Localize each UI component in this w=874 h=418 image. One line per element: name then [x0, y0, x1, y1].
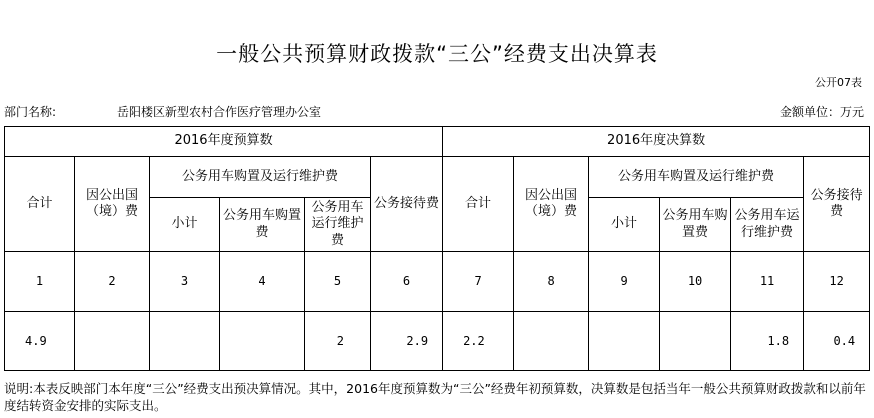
budget-vehicle-group-header: 公务用车购置及运行维护费	[150, 157, 371, 198]
final-group-header: 2016年度决算数	[443, 127, 870, 157]
final-total-value: 2.2	[443, 312, 514, 371]
budget-overseas-value	[75, 312, 150, 371]
final-total-header: 合计	[443, 157, 514, 252]
column-number: 9	[589, 252, 660, 312]
final-overseas-value	[514, 312, 589, 371]
column-number: 1	[5, 252, 75, 312]
column-number: 2	[75, 252, 150, 312]
table-note: 说明:本表反映部门本年度“三公”经费支出预决算情况。其中，2016年度预算数为“三公”经费年初预算数，决算数是包括当年一般公共预算财政拨款和以前年度结转资金安排的实际支出。	[4, 381, 866, 413]
final-subtotal-header: 小计	[589, 198, 660, 252]
final-vehicle-purchase-header: 公务用车购置费	[660, 198, 731, 252]
table-number: 公开07表	[815, 76, 862, 89]
column-number: 5	[305, 252, 371, 312]
budget-total-value: 4.9	[5, 312, 75, 371]
budget-vehicle-purchase-value	[220, 312, 305, 371]
final-subtotal-value	[589, 312, 660, 371]
budget-total-header: 合计	[5, 157, 75, 252]
column-number: 10	[660, 252, 731, 312]
budget-subtotal-value	[150, 312, 220, 371]
expenditure-table	[4, 126, 870, 371]
final-vehicle-purchase-value	[660, 312, 731, 371]
column-number: 6	[371, 252, 443, 312]
column-number: 4	[220, 252, 305, 312]
page-title: 一般公共预算财政拨款“三公”经费支出决算表	[216, 42, 658, 66]
final-vehicle-operation-header: 公务用车运行维护费	[731, 198, 804, 252]
budget-reception-value: 2.9	[371, 312, 443, 371]
final-vehicle-operation-value: 1.8	[731, 312, 804, 371]
budget-vehicle-operation-value: 2	[305, 312, 371, 371]
column-number: 8	[514, 252, 589, 312]
final-reception-header: 公务接待费	[804, 157, 870, 252]
budget-overseas-header: 因公出国（境）费	[75, 157, 150, 252]
budget-group-header: 2016年度预算数	[5, 127, 443, 157]
column-number: 3	[150, 252, 220, 312]
final-reception-value: 0.4	[804, 312, 870, 371]
budget-subtotal-header: 小计	[150, 198, 220, 252]
column-number: 11	[731, 252, 804, 312]
budget-reception-header: 公务接待费	[371, 157, 443, 252]
budget-vehicle-operation-header: 公务用车运行维护费	[305, 198, 371, 252]
budget-vehicle-purchase-header: 公务用车购置费	[220, 198, 305, 252]
final-vehicle-group-header: 公务用车购置及运行维护费	[589, 157, 804, 198]
department-label: 部门名称:	[4, 105, 57, 119]
final-overseas-header: 因公出国（境）费	[514, 157, 589, 252]
department-name: 岳阳楼区新型农村合作医疗管理办公室	[117, 105, 322, 119]
column-number: 12	[804, 252, 870, 312]
column-number: 7	[443, 252, 514, 312]
amount-unit: 金额单位：万元	[779, 105, 864, 119]
